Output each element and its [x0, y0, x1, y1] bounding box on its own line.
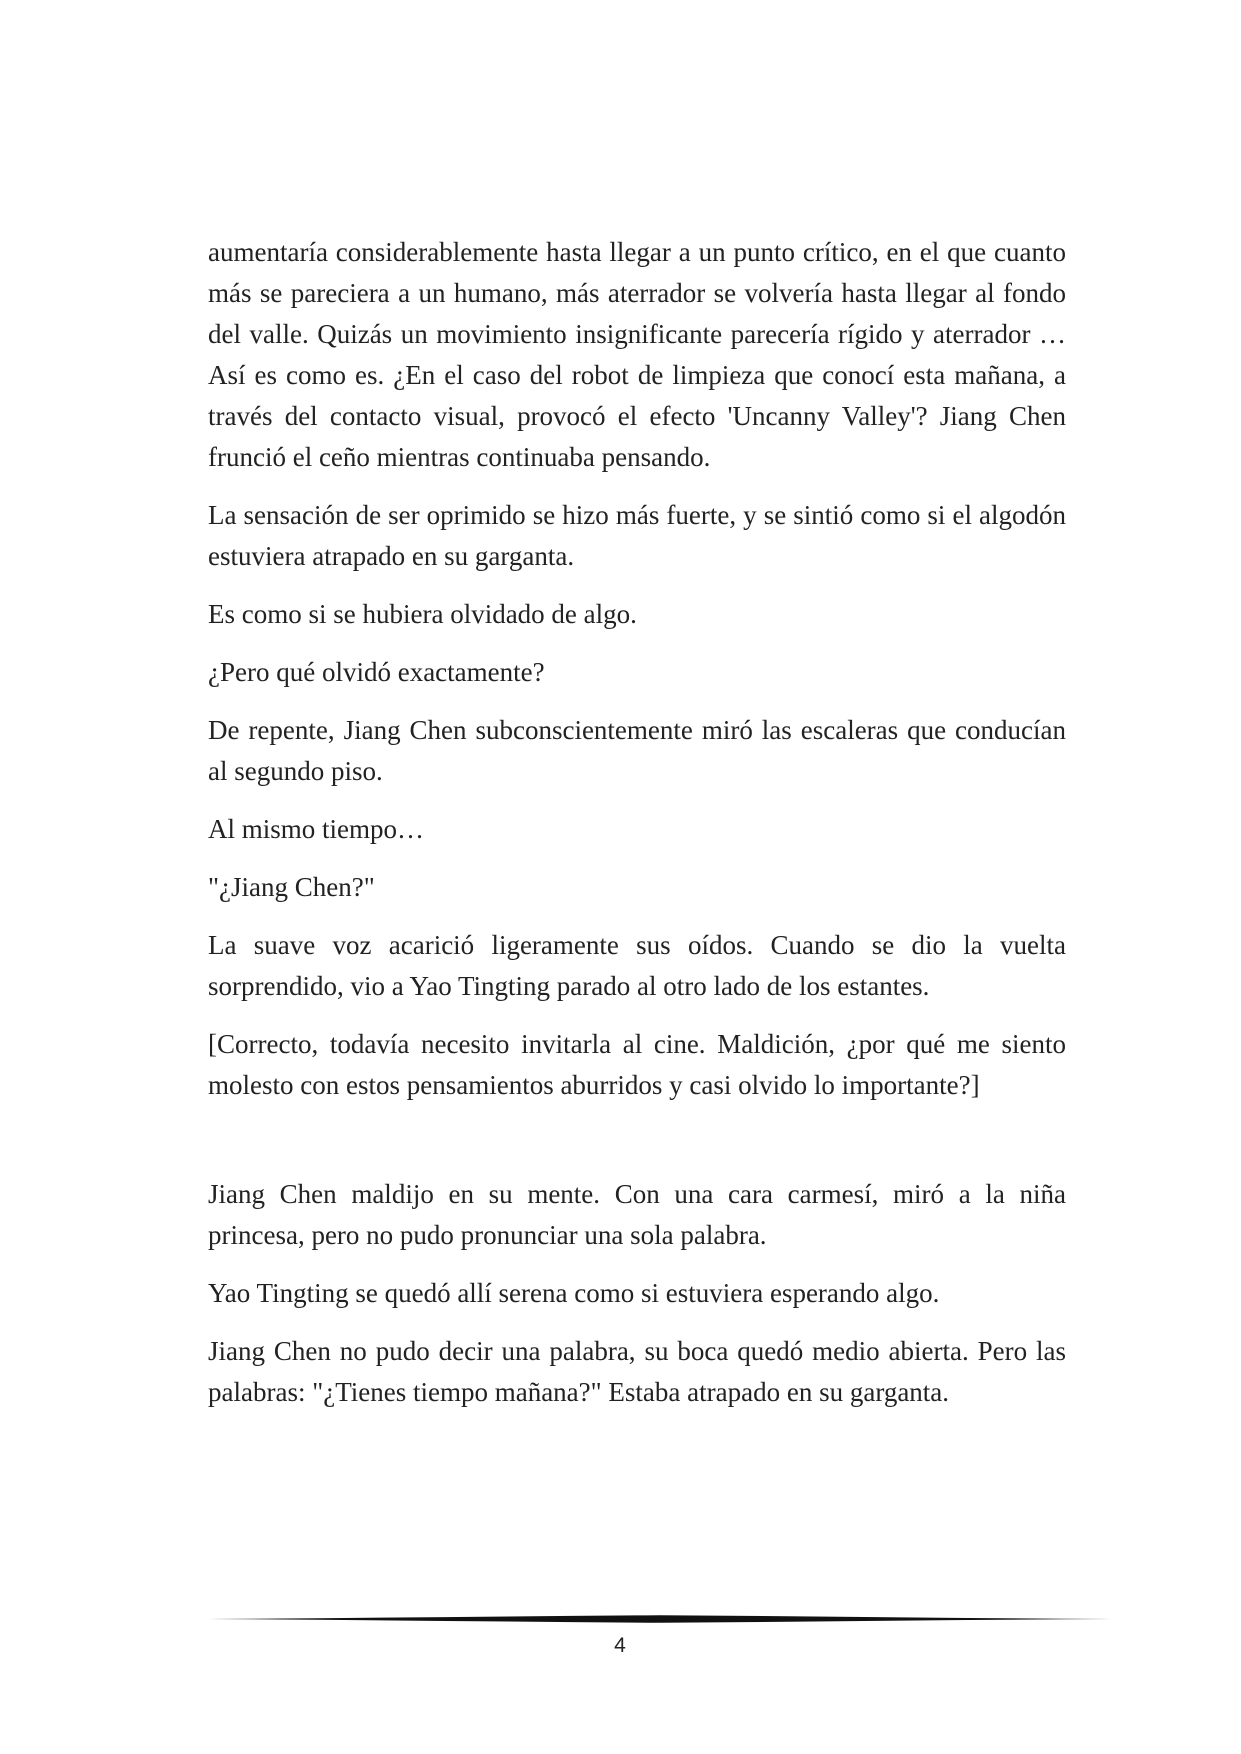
paragraph: De repente, Jiang Chen subconscientemente miró las escaleras que conducían al segundo piso.	[208, 715, 1066, 786]
paragraph: Jiang Chen no pudo decir una palabra, su boca quedó medio abierta. Pero las palabras: "¿Tienes tiempo mañana?" Estaba atrapado en su garganta.	[208, 1336, 1066, 1407]
paragraph: Yao Tingting se quedó allí serena como si estuviera esperando algo.	[208, 1278, 940, 1308]
page-number: 4	[614, 1634, 626, 1657]
paragraph: Es como si se hubiera olvidado de algo.	[208, 599, 637, 629]
footer-divider-stroke	[208, 1615, 1112, 1623]
paragraph: Jiang Chen maldijo en su mente. Con una cara carmesí, miró a la niña princesa, pero no pudo pronunciar una sola palabra.	[208, 1179, 1066, 1250]
paragraph: ¿Pero qué olvidó exactamente?	[208, 657, 545, 687]
footer-divider	[208, 1614, 1112, 1624]
paragraph: "¿Jiang Chen?"	[208, 872, 375, 902]
paragraph: aumentaría considerablemente hasta llegar a un punto crítico, en el que cuanto más se pareciera a un humano, más aterrador se volvería hasta llegar al fondo del valle. Quizás un movimiento insignificante parecería rígido y aterrador … Así es como es. ¿En el caso del robot de limpieza que conocí esta mañana, a través del contacto visual, provocó el efecto 'Uncanny Valley'? Jiang Chen frunció el ceño mientras continuaba pensando.	[208, 237, 1066, 472]
paragraph: La suave voz acarició ligeramente sus oídos. Cuando se dio la vuelta sorprendido, vio a Yao Tingting parado al otro lado de los estantes.	[208, 930, 1066, 1001]
body-text	[208, 232, 1066, 1430]
paragraph: La sensación de ser oprimido se hizo más fuerte, y se sintió como si el algodón estuviera atrapado en su garganta.	[208, 500, 1066, 571]
paragraph: Al mismo tiempo…	[208, 814, 424, 844]
paragraph: [Correcto, todavía necesito invitarla al cine. Maldición, ¿por qué me siento molesto con estos pensamientos aburridos y casi olvido lo importante?]	[208, 1029, 1066, 1100]
